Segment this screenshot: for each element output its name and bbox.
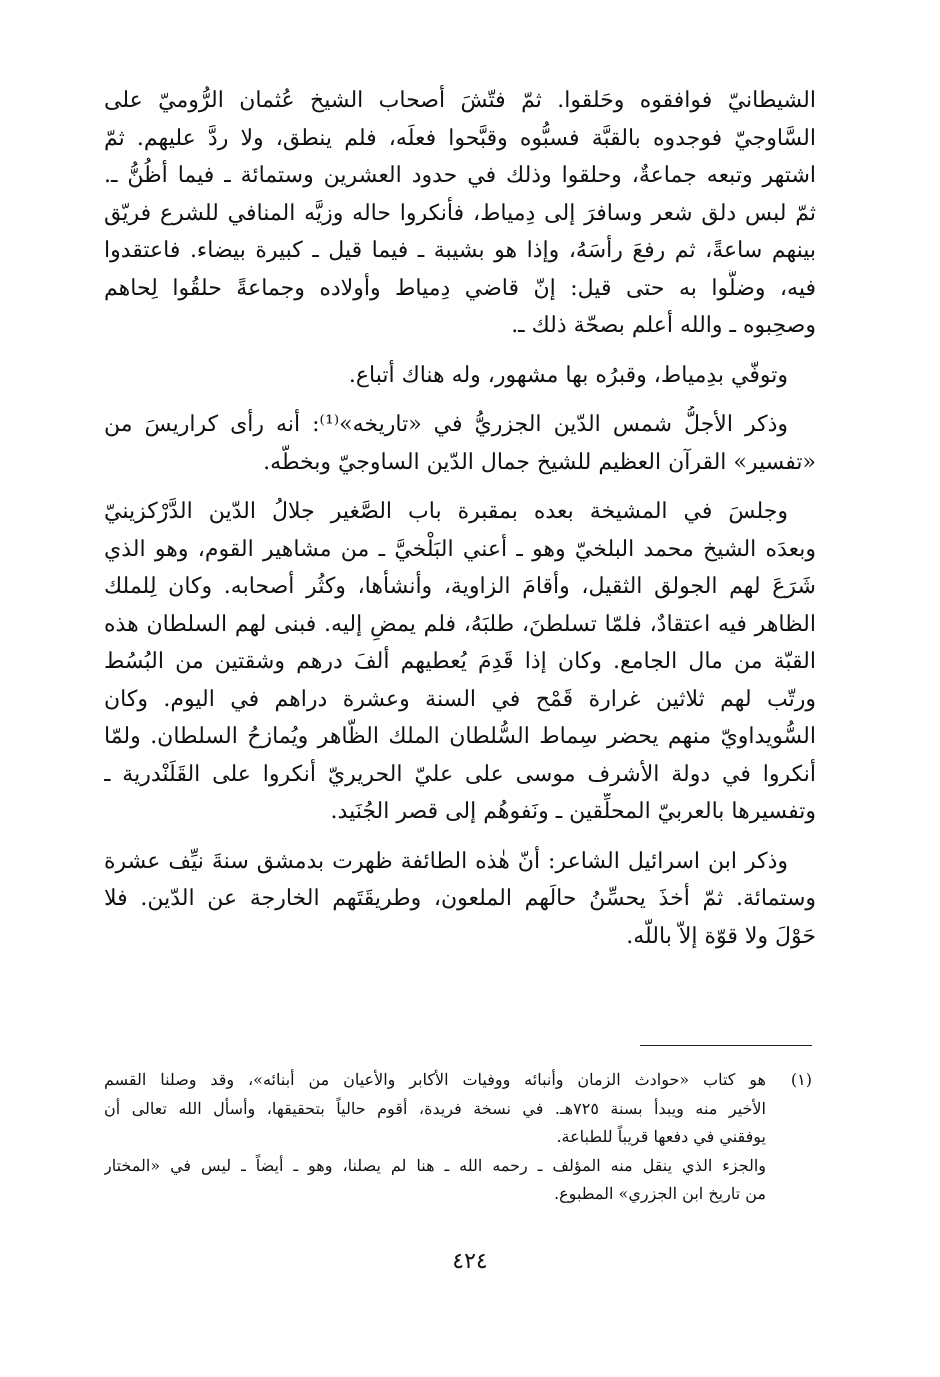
footnote-line: من تاريخ ابن الجزري» المطبوع. <box>554 1184 766 1203</box>
text-line: ورتّب لهم ثلاثين غرارة قَمْح في السنة وعشرة دراهم في اليوم. وكان <box>104 686 816 712</box>
text-line: السُّويداويّ منهم يحضر سِماط السُّلطان الملك الظّاهر ويُمازحُ السلطان. ولمّا <box>104 724 816 749</box>
footnote <box>104 1066 816 1209</box>
text-line: وتفسيرها بالعربيّ المحلِّقين ـ ونَفوهُم إلى قصر الجُنَيد. <box>330 799 816 824</box>
text-line: اشتهر وتبعه جماعةٌ، وحلقوا وذلك في حدود العشرين وستمائة ـ فيما أظُنُّ ـ. <box>104 163 816 188</box>
page-number: ٤٢٤ <box>452 1249 488 1274</box>
text-line: بينهم ساعةً، ثم رفعَ رأسَهُ، وإذا هو بشيبة ـ فيما قيل ـ كبيرة بيضاء. فاعتقدوا <box>104 238 816 263</box>
text-line: القبّة من مال الجامع. وكان إذا قَدِمَ يُعطيهم ألفَ درهم وشقتين من البُسُط <box>104 649 816 674</box>
footnotes <box>104 1066 816 1209</box>
paragraph <box>104 493 816 831</box>
text-line: فيه، وضلُّوا به حتى قيل: إنّ قاضي دِمياط وأولاده وجماعةً حلقُوا لِحاهم <box>104 275 816 301</box>
footnote-line: والجزء الذي ينقل منه المؤلف ـ رحمه الله ـ هنا لم يصلنا، وهو ـ أيضاً ـ ليس في «المختار <box>104 1155 766 1175</box>
text-line: وتوفّي بدِمياط، وقبرُه بها مشهور، وله هناك أتباع. <box>348 362 788 388</box>
footnote-line: الأخير منه ويبدأ بسنة ٧٢٥هـ. في نسخة فريدة، أقوم حالياً بتحقيقها، وأسأل الله تعالى أن <box>104 1098 766 1118</box>
text-line: أنكروا في دولة الأشرف موسى على عليّ الحريريّ أنكروا على القَلَنْدرية ـ <box>104 761 816 787</box>
text-line: وذكر الأجلُّ شمس الدّين الجزريُّ في «تاريخه»⁽¹⁾: أنه رأى كراريسَ من <box>104 412 789 437</box>
text-line: وبعدَه الشيخ محمد البلخيّ وهو ـ أعني البَلْخيَّ ـ من مشاهير القوم، وهو الذي <box>104 536 816 562</box>
text-line: وستمائة. ثمّ أخذَ يحسِّنُ حالَهم الملعون، وطريقَتَهم الخارجة عن الدّين. فلا <box>104 886 816 911</box>
text-line: شَرَعَ لهم الجولق الثقيل، وأقامَ الزاوية، وأنشأها، وكثُر أصحابه. وكان لِلملك <box>104 574 816 599</box>
footnote-line: يوفقني في دفعها قريباً للطباعة. <box>556 1127 766 1146</box>
text-line: الشيطانيّ فوافقوه وحَلقوا. ثمّ فتّشَ أصحاب الشيخ عُثمان الرُّوميّ على <box>104 88 816 113</box>
text-line: السَّاوجيّ فوجدوه بالقبَّة فسبُّوه وقبَّحوا فعلَه، فلم ينطق، ولا ردَّ عليهم. ثمّ <box>104 125 816 151</box>
main-text <box>104 82 816 967</box>
footnote-line: هو كتاب «حوادث الزمان وأنبائه ووفيات الأكابر والأعيان من أبنائه»، وقد وصلنا القسم <box>104 1070 766 1089</box>
text-line: الظاهر فيه اعتقادٌ، فلمّا تسلطنَ، طلبَهُ، فلم يمضِ إليه. فبنى لهم السلطان هذه <box>104 611 816 637</box>
text-line: ثمّ لبس دلق شعر وسافرَ إلى دِمياط، فأنكروا حاله وزيَّه المنافي للشرع فريّق <box>104 200 816 226</box>
paragraph <box>104 357 816 395</box>
text-line: حَوْلَ ولا قوّة إلاّ باللّه. <box>626 923 816 949</box>
text-line: وذكر ابن اسرائيل الشاعر: أنّ هٰذه الطائفة ظهرت بدمشق سنةَ نيِّف عشرة <box>104 848 788 874</box>
footnote-number: (١) <box>790 1070 812 1089</box>
paragraph <box>104 406 816 481</box>
footnote-divider <box>640 1045 812 1046</box>
text-line: وجلسَ في المشيخة بعده بمقبرة باب الصَّغير جلالُ الدّين الدَّرْكزينيّ <box>104 499 788 524</box>
paragraph <box>104 82 816 345</box>
paragraph <box>104 843 816 956</box>
text-line: «تفسير» القرآن العظيم للشيخ جمال الدّين الساوجيّ وبخطّه. <box>263 449 816 475</box>
text-line: وصحِبوه ـ والله أعلم بصحّة ذلك ـ. <box>511 313 816 338</box>
